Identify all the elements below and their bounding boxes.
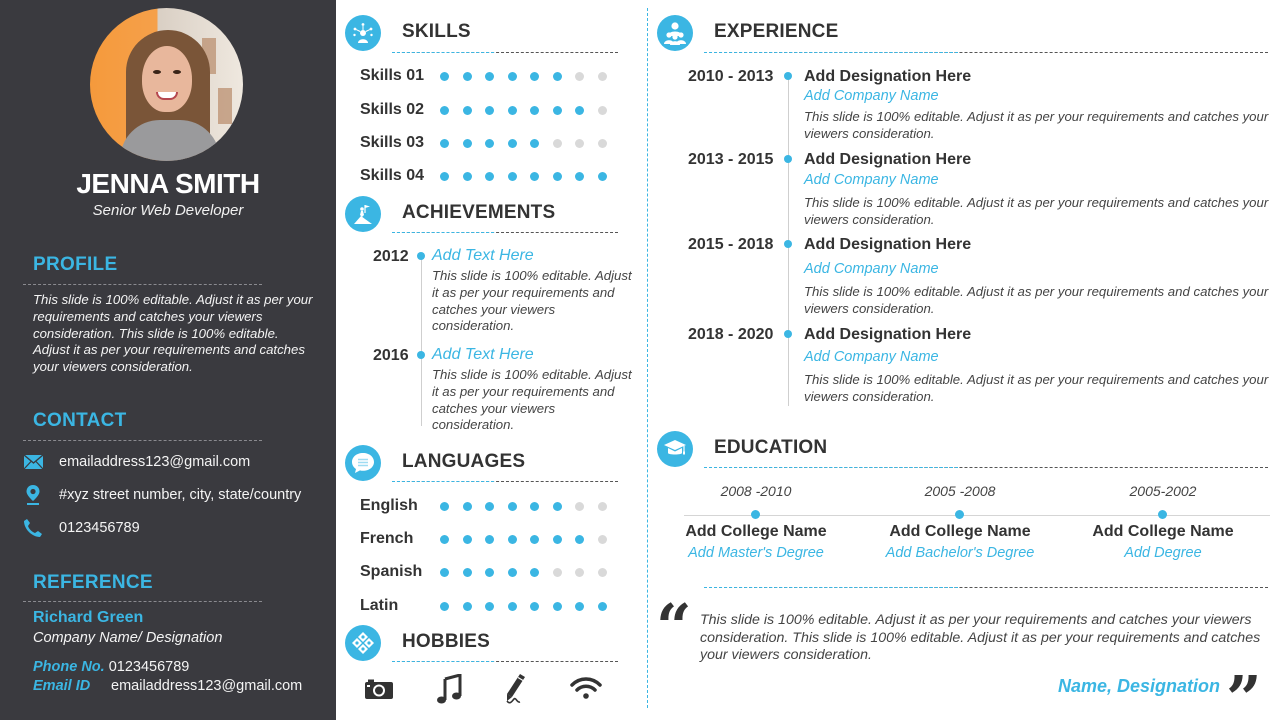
skills-heading: SKILLS <box>402 21 471 42</box>
experience-description: This slide is 100% editable. Adjust it as per your requirements and catches your viewers consideration. <box>804 284 1269 316</box>
column-divider <box>647 8 648 708</box>
contact-address <box>23 485 301 505</box>
experience-years: 2013 - 2015 <box>688 151 774 168</box>
education-entry <box>1063 483 1263 561</box>
rating-dot-filled <box>440 502 449 511</box>
phone-icon <box>23 518 43 538</box>
experience-description: This slide is 100% editable. Adjust it as per your requirements and catches your viewers consideration. <box>804 372 1269 404</box>
rating-dot-filled <box>463 172 472 181</box>
rating-dot-filled <box>508 502 517 511</box>
rating-dot-filled <box>508 139 517 148</box>
reference-phone-value: 0123456789 <box>108 659 190 675</box>
rating-dot-filled <box>440 139 449 148</box>
timeline-line <box>421 256 422 426</box>
experience-company: Add Company Name <box>804 349 939 365</box>
divider <box>704 587 1268 588</box>
education-entry <box>656 483 856 561</box>
achievements-heading: ACHIEVEMENTS <box>402 202 556 223</box>
rating-dot-filled <box>530 502 539 511</box>
experience-designation: Add Designation Here <box>804 68 972 85</box>
envelope-icon <box>23 452 43 472</box>
rating-dot-filled <box>440 106 449 115</box>
skill-row <box>360 133 620 153</box>
skill-row <box>360 100 620 120</box>
education-college: Add College Name <box>685 523 827 540</box>
education-degree: Add Master's Degree <box>688 545 824 561</box>
rating-dot-empty <box>598 568 607 577</box>
language-row <box>360 529 620 549</box>
music-note-icon <box>432 672 466 706</box>
education-college: Add College Name <box>1092 523 1234 540</box>
rating-dot-empty <box>553 568 562 577</box>
location-pin-icon <box>23 485 43 505</box>
reference-heading: REFERENCE <box>33 572 153 593</box>
language-label: English <box>360 497 418 514</box>
skill-label: Skills 03 <box>360 134 425 151</box>
divider <box>23 440 262 441</box>
network-person-icon <box>345 15 381 51</box>
rating-dot-filled <box>463 535 472 544</box>
hobbies-heading: HOBBIES <box>402 631 490 652</box>
photo-face <box>142 46 192 112</box>
language-row <box>360 496 620 516</box>
contact-address-text: #xyz street number, city, state/country <box>59 487 302 503</box>
reference-phone <box>33 659 189 675</box>
skill-rating <box>440 72 620 81</box>
languages-heading: LANGUAGES <box>402 451 526 472</box>
skill-rating <box>440 172 620 181</box>
skill-label: Skills 04 <box>360 167 425 184</box>
experience-company: Add Company Name <box>804 172 939 188</box>
experience-years: 2018 - 2020 <box>688 326 774 343</box>
education-degree: Add Degree <box>1124 545 1202 561</box>
experience-description: This slide is 100% editable. Adjust it as per your requirements and catches your viewers consideration. <box>804 109 1269 141</box>
timeline-dot <box>784 155 792 163</box>
contact-email[interactable] <box>23 452 250 472</box>
skill-rating <box>440 139 620 148</box>
rating-dot-filled <box>485 568 494 577</box>
rating-dot-filled <box>530 139 539 148</box>
pencil-icon <box>498 672 532 706</box>
language-label: Latin <box>360 597 399 614</box>
rating-dot-filled <box>508 72 517 81</box>
rating-dot-filled <box>485 172 494 181</box>
contact-heading: CONTACT <box>33 410 127 431</box>
timeline-dot <box>417 351 425 359</box>
reference-email-value: emailaddress123@gmail.com <box>111 678 303 694</box>
achievement-title: Add Text Here <box>432 346 534 363</box>
rating-dot-empty <box>575 139 584 148</box>
rating-dot-filled <box>553 72 562 81</box>
rating-dot-filled <box>530 568 539 577</box>
rating-dot-filled <box>575 172 584 181</box>
photo-background-window <box>218 88 232 124</box>
wifi-icon <box>569 672 603 706</box>
rating-dot-filled <box>553 602 562 611</box>
rating-dot-filled <box>553 172 562 181</box>
divider <box>392 481 618 482</box>
rating-dot-filled <box>598 602 607 611</box>
skill-rating <box>440 106 620 115</box>
contact-phone[interactable] <box>23 518 140 538</box>
rating-dot-filled <box>575 535 584 544</box>
rating-dot-filled <box>440 72 449 81</box>
rating-dot-filled <box>485 139 494 148</box>
skill-row <box>360 66 620 86</box>
timeline-dot <box>784 330 792 338</box>
rating-dot-filled <box>485 602 494 611</box>
timeline-dot <box>417 252 425 260</box>
experience-heading: EXPERIENCE <box>714 21 839 42</box>
rating-dot-filled <box>463 602 472 611</box>
education-heading: EDUCATION <box>714 437 828 458</box>
education-college: Add College Name <box>889 523 1031 540</box>
language-rating <box>440 535 620 544</box>
rating-dot-filled <box>440 535 449 544</box>
rating-dot-filled <box>530 106 539 115</box>
rating-dot-empty <box>575 568 584 577</box>
rating-dot-filled <box>485 72 494 81</box>
rating-dot-empty <box>598 139 607 148</box>
divider <box>23 284 262 285</box>
rating-dot-filled <box>530 72 539 81</box>
open-quote-icon: “ <box>656 590 692 663</box>
rating-dot-filled <box>485 535 494 544</box>
rating-dot-filled <box>508 106 517 115</box>
achievement-year: 2016 <box>373 347 409 364</box>
rating-dot-filled <box>463 502 472 511</box>
achievement-title: Add Text Here <box>432 247 534 264</box>
rating-dot-filled <box>463 139 472 148</box>
profile-photo <box>90 8 243 161</box>
education-degree: Add Bachelor's Degree <box>885 545 1035 561</box>
rating-dot-filled <box>553 502 562 511</box>
divider <box>704 52 1268 53</box>
camera-icon <box>362 672 396 706</box>
rating-dot-filled <box>553 106 562 115</box>
timeline-dot <box>784 72 792 80</box>
rating-dot-filled <box>530 172 539 181</box>
person-role: Senior Web Developer <box>92 202 244 219</box>
reference-phone-label: Phone No. <box>33 659 105 675</box>
skill-row <box>360 166 620 186</box>
reference-email <box>33 678 302 694</box>
experience-designation: Add Designation Here <box>804 326 972 343</box>
achievement-text: This slide is 100% editable. Adjust it as per your requirements and catches your viewers consideration. <box>432 367 632 433</box>
team-icon <box>657 15 693 51</box>
person-name: JENNA SMITH <box>76 168 260 199</box>
experience-description: This slide is 100% editable. Adjust it as per your requirements and catches your viewers consideration. <box>804 195 1269 227</box>
experience-designation: Add Designation Here <box>804 151 972 168</box>
rating-dot-filled <box>508 172 517 181</box>
rating-dot-filled <box>530 602 539 611</box>
contact-phone-text: 0123456789 <box>59 520 140 536</box>
achievement-text: This slide is 100% editable. Adjust it as per your requirements and catches your viewers consideration. <box>432 268 632 334</box>
divider <box>704 467 1268 468</box>
rating-dot-filled <box>485 106 494 115</box>
contact-email-text: emailaddress123@gmail.com <box>59 454 251 470</box>
education-years: 2005 -2008 <box>924 483 996 499</box>
rating-dot-filled <box>508 602 517 611</box>
graduation-cap-icon <box>657 431 693 467</box>
timeline-dot <box>784 240 792 248</box>
divider <box>23 601 262 602</box>
experience-company: Add Company Name <box>804 88 939 104</box>
divider <box>392 661 618 662</box>
hobbies-grid-icon <box>345 625 381 661</box>
rating-dot-empty <box>553 139 562 148</box>
rating-dot-filled <box>485 502 494 511</box>
rating-dot-filled <box>440 568 449 577</box>
rating-dot-empty <box>598 535 607 544</box>
language-rating <box>440 602 620 611</box>
experience-years: 2015 - 2018 <box>688 236 774 253</box>
reference-company: Company Name/ Designation <box>33 630 223 646</box>
rating-dot-filled <box>463 106 472 115</box>
photo-eye <box>153 70 161 74</box>
rating-dot-filled <box>440 172 449 181</box>
skill-label: Skills 02 <box>360 101 425 118</box>
education-years: 2005-2002 <box>1129 483 1197 499</box>
testimonial-attribution: Name, Designation <box>1057 676 1220 696</box>
language-label: Spanish <box>360 563 423 580</box>
divider <box>392 52 618 53</box>
photo-eye <box>173 70 181 74</box>
rating-dot-filled <box>508 568 517 577</box>
language-row <box>360 596 620 616</box>
rating-dot-filled <box>575 106 584 115</box>
education-years: 2008 -2010 <box>720 483 792 499</box>
close-quote-icon: ” <box>1226 662 1262 720</box>
reference-name: Richard Green <box>33 609 144 626</box>
experience-designation: Add Designation Here <box>804 236 972 253</box>
language-label: French <box>360 530 414 547</box>
rating-dot-empty <box>575 502 584 511</box>
rating-dot-empty <box>598 106 607 115</box>
profile-summary: This slide is 100% editable. Adjust it as per your requirements and catches your viewers consideration. This slide is 100% editable. Adjust it as per your requirements and catches your viewers consideration. <box>33 292 313 375</box>
rating-dot-filled <box>440 602 449 611</box>
rating-dot-filled <box>463 72 472 81</box>
rating-dot-filled <box>463 568 472 577</box>
divider <box>392 232 618 233</box>
rating-dot-filled <box>598 172 607 181</box>
skill-label: Skills 01 <box>360 67 425 84</box>
experience-company: Add Company Name <box>804 261 939 277</box>
rating-dot-empty <box>598 502 607 511</box>
experience-years: 2010 - 2013 <box>688 68 774 85</box>
language-rating <box>440 502 620 511</box>
sidebar-panel <box>0 0 336 720</box>
language-row <box>360 562 620 582</box>
rating-dot-filled <box>508 535 517 544</box>
rating-dot-empty <box>575 72 584 81</box>
rating-dot-filled <box>530 535 539 544</box>
rating-dot-empty <box>598 72 607 81</box>
reference-email-label: Email ID <box>33 678 91 694</box>
chat-bubble-icon <box>345 445 381 481</box>
education-entry <box>860 483 1060 561</box>
summit-flag-icon <box>345 196 381 232</box>
profile-heading: PROFILE <box>33 254 118 275</box>
testimonial-text: This slide is 100% editable. Adjust it as per your requirements and catches your viewers consideration. This slide is 100% editable. Adjust it as per your requirements and catches your viewers consideration. <box>700 612 1261 663</box>
achievement-year: 2012 <box>373 248 409 265</box>
language-rating <box>440 568 620 577</box>
rating-dot-filled <box>553 535 562 544</box>
rating-dot-filled <box>575 602 584 611</box>
